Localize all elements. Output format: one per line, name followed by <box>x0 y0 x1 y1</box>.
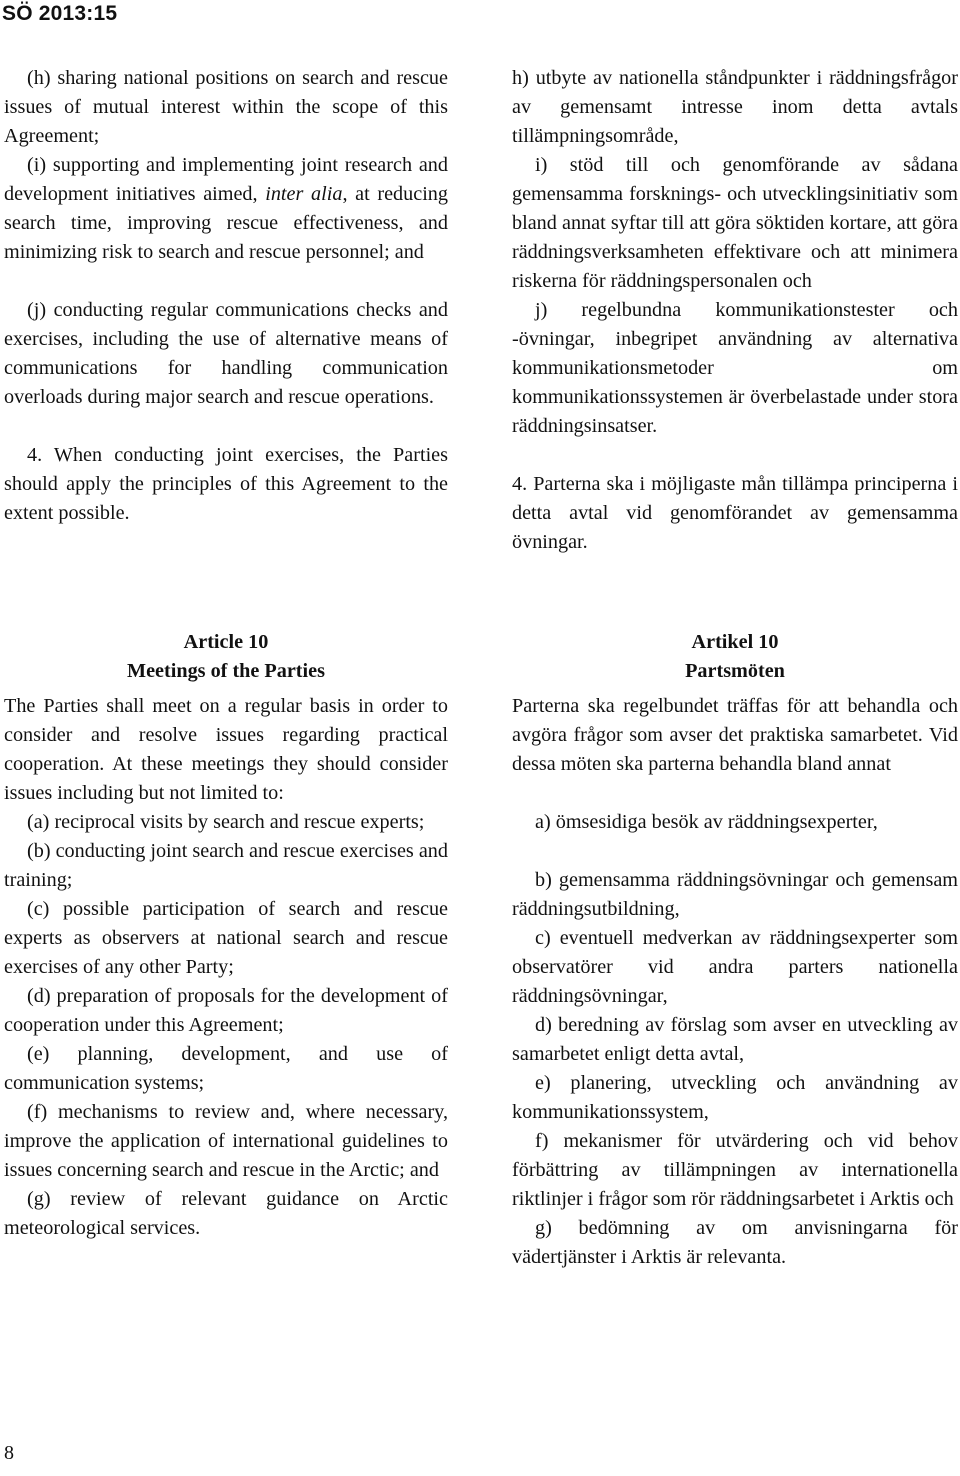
article-item-a: a) ömsesidiga besök av räddningsexperter, <box>535 811 878 833</box>
article-number: Article 10 <box>183 631 269 653</box>
list-item-j: j) regelbundna kommunikationstester och -övningar, inbegripet användning av alternativa kommunikationsmetoder om kommunikationssystemen är överbelastade under stora räddningsinsatser. <box>512 299 958 437</box>
article-item-f: f) mekanismer för utvärdering och vid behov förbättring av tillämpningen av internationella riktlinjer i frågor som rör räddningsarbetet i Arktis och <box>512 1130 958 1210</box>
article-item-d: (d) preparation of proposals for the development of cooperation under this Agreement; <box>4 985 448 1036</box>
article-intro: The Parties shall meet on a regular basis in order to consider and resolve issues regarding practical cooperation. At these meetings they should consider issues including but not limited to: <box>4 695 448 804</box>
article-item-c: (c) possible participation of search and rescue experts as observers at national search and rescue exercises of any other Party; <box>4 898 448 978</box>
article-item-a: (a) reciprocal visits by search and rescue experts; <box>27 811 425 833</box>
article-intro: Parterna ska regelbundet träffas för att behandla och avgöra frågor som avser det praktiska samarbetet. Vid dessa möten ska parterna behandla bland annat <box>512 695 958 775</box>
list-item-h: h) utbyte av nationella ståndpunkter i räddningsfrågor av gemensamt intresse inom detta avtals tillämpningsområde, <box>512 67 958 147</box>
english-list-section <box>4 64 448 528</box>
article-item-c: c) eventuell medverkan av räddningsexperter som observatörer vid andra parters nationella räddningsövningar, <box>512 927 958 1007</box>
article-item-f: (f) mechanisms to review and, where necessary, improve the application of international guidelines to issues concerning search and rescue in the Arctic; and <box>4 1101 448 1181</box>
list-item-i: i) stöd till och genomförande av sådana gemensamma forsknings- och utvecklingsinitiativ som bland annat syftar till att göra söktiden kortare, att göra räddningsverksamheten effektivare och att minimera riskerna för räddningspersonalen och <box>512 154 958 292</box>
article-number: Artikel 10 <box>691 631 779 653</box>
paragraph-4: 4. When conducting joint exercises, the Parties should apply the principles of this Agreement to the extent possible. <box>4 444 448 524</box>
list-item-i: (i) supporting and implementing joint research and development initiatives aimed, inter alia, at reducing search time, improving rescue effectiveness, and minimizing risk to search and rescue personnel; and <box>4 154 448 263</box>
italic-phrase: inter alia <box>265 183 343 205</box>
english-article-section <box>4 628 448 1243</box>
swedish-list-section <box>512 64 958 557</box>
article-item-b: (b) conducting joint search and rescue exercises and training; <box>4 840 448 891</box>
swedish-article-section <box>512 628 958 1272</box>
list-item-h: (h) sharing national positions on search and rescue issues of mutual interest within the scope of this Agreement; <box>4 67 448 147</box>
article-item-g: (g) review of relevant guidance on Arctic meteorological services. <box>4 1188 448 1239</box>
paragraph-4: 4. Parterna ska i möjligaste mån tillämpa principerna i detta avtal vid genomförandet av gemensamma övningar. <box>512 473 958 553</box>
article-item-e: e) planering, utveckling och användning av kommunikationssystem, <box>512 1072 958 1123</box>
article-item-g: g) bedömning av om anvisningarna för vädertjänster i Arktis är relevanta. <box>512 1217 958 1268</box>
page-number: 8 <box>4 1442 14 1464</box>
article-item-e: (e) planning, development, and use of communication systems; <box>4 1043 448 1094</box>
article-title: Partsmöten <box>685 660 785 682</box>
article-item-b: b) gemensamma räddningsövningar och gemensam räddningsutbildning, <box>512 869 958 920</box>
document-identifier: SÖ 2013:15 <box>2 2 118 25</box>
list-item-j: (j) conducting regular communications checks and exercises, including the use of alternative means of communications for handling communication overloads during major search and rescue operations. <box>4 299 448 408</box>
article-item-d: d) beredning av förslag som avser en utveckling av samarbetet enligt detta avtal, <box>512 1014 958 1065</box>
article-title: Meetings of the Parties <box>127 660 325 682</box>
